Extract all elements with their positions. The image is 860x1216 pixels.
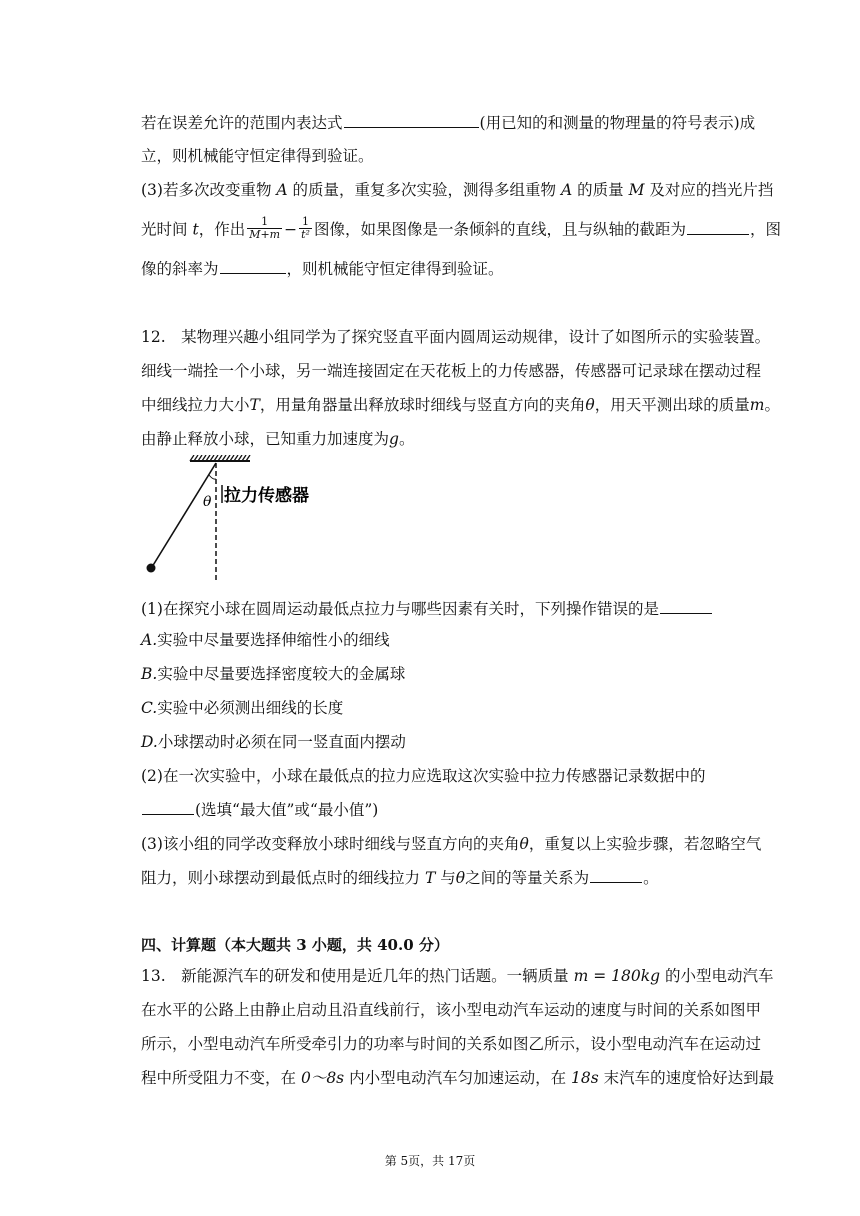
text: 中细线拉力大小 xyxy=(141,396,250,414)
ceiling-hatch xyxy=(190,455,250,461)
variable: T xyxy=(249,396,260,414)
text: 及对应的挡光片挡 xyxy=(649,181,774,199)
text: ，用天平测出球的质量 xyxy=(594,396,750,414)
text-line xyxy=(141,599,713,619)
text-line xyxy=(141,259,504,279)
variable: g xyxy=(389,430,399,448)
option-letter: B. xyxy=(141,665,158,683)
text: 实验中尽量要选择伸缩性小的细线 xyxy=(157,631,390,649)
text: 。 xyxy=(643,869,659,887)
text: 内小型电动汽车匀加速运动，在 xyxy=(349,1069,567,1087)
text: 。 xyxy=(398,430,415,448)
option-letter: C. xyxy=(141,699,158,717)
option-letter: D. xyxy=(141,733,158,751)
text-line xyxy=(141,113,755,133)
text: 在水平的公路上由静止启动且沿直线前行，该小型电动汽车运动的速度与时间的关系如图甲 xyxy=(141,1001,762,1019)
page-footer: 第 5页，共 17页 xyxy=(384,1154,476,1168)
text: 的质量，重复多次实验，测得多组重物 xyxy=(292,181,557,199)
text: ，作出 xyxy=(198,220,246,239)
variable: θ xyxy=(585,396,595,414)
text-line xyxy=(141,1034,761,1054)
text-line xyxy=(141,1000,761,1020)
variable: 18s xyxy=(571,1069,599,1087)
text: (1)在探究小球在圆周运动最低点拉力与哪些因素有关时，下列操作错误的是 xyxy=(141,600,659,618)
variable: m = 180kg xyxy=(573,967,661,985)
text: (3)该小组的同学改变释放小球时细线与竖直方向的夹角 xyxy=(141,835,520,853)
question-12-line xyxy=(141,327,770,347)
pendulum-figure xyxy=(142,455,322,585)
text-line xyxy=(141,361,761,381)
text: 立，则机械能守恒定律得到验证。 xyxy=(141,147,374,165)
variable: m xyxy=(749,396,765,414)
text: 实验中必须测出细线的长度 xyxy=(157,699,344,717)
text: 实验中尽量要选择密度较大的金属球 xyxy=(157,665,406,683)
fraction-denominator: t² xyxy=(301,228,310,241)
fraction-denominator: M+m xyxy=(249,228,281,241)
fraction-numerator: 1 xyxy=(247,216,282,229)
option-d xyxy=(141,732,406,752)
text: ，则机械能守恒定律得到验证。 xyxy=(286,260,504,278)
variable: A xyxy=(561,181,573,199)
option-b xyxy=(141,664,405,684)
text: 13. 新能源汽车的研发和使用是近几年的热门话题。一辆质量 xyxy=(141,967,569,985)
option-letter: A. xyxy=(141,631,158,649)
answer-blank xyxy=(344,113,479,128)
text: 细线一端拴一个小球，另一端连接固定在天花板上的力传感器，传感器可记录球在摆动过程 xyxy=(141,362,762,380)
fraction xyxy=(247,216,282,241)
answer-blank xyxy=(142,800,194,815)
variable: M xyxy=(628,181,645,199)
text-line xyxy=(141,180,773,200)
text: 的质量 xyxy=(577,181,624,199)
text-line xyxy=(141,766,705,786)
text: 末汽车的速度恰好达到最 xyxy=(603,1069,775,1087)
text: 12. 某物理兴趣小组同学为了探究竖直平面内圆周运动规律，设计了如图所示的实验装置。 xyxy=(141,328,771,346)
fraction xyxy=(299,216,312,241)
text: ，图 xyxy=(749,220,781,239)
variable: A xyxy=(276,181,288,199)
variable: θ xyxy=(455,869,466,887)
text: 。 xyxy=(764,396,780,414)
text: ，用量角器量出释放球时细线与竖直方向的夹角 xyxy=(259,396,586,414)
answer-blank xyxy=(660,599,712,614)
answer-blank xyxy=(220,259,286,274)
text: 程中所受阻力不变，在 xyxy=(141,1069,297,1087)
angle-arc xyxy=(209,475,216,479)
variable: θ xyxy=(519,835,529,853)
answer-blank xyxy=(687,220,749,235)
answer-blank xyxy=(590,868,642,883)
text-line xyxy=(141,215,781,243)
text: 所示，小型电动汽车所受牵引力的功率与时间的关系如图乙所示，设小型电动汽车在运动过 xyxy=(141,1035,762,1053)
text: 与 xyxy=(440,869,456,887)
fraction-numerator: 1 xyxy=(299,216,312,229)
text: (2)在一次实验中，小球在最低点的拉力应选取这次实验中拉力传感器记录数据中的 xyxy=(141,767,706,785)
text: 若在误差允许的范围内表达式 xyxy=(141,114,343,132)
text-line xyxy=(141,800,378,820)
text: 阻力，则小球摆动到最低点时的细线拉力 xyxy=(141,869,421,887)
text-line xyxy=(141,1068,774,1088)
string-line xyxy=(152,463,216,567)
text: 之间的等量关系为 xyxy=(465,869,590,887)
section-heading xyxy=(141,935,449,955)
text: (选填“最大值”或“最小值”) xyxy=(195,801,379,819)
variable: t xyxy=(192,220,199,239)
text-line xyxy=(141,395,780,415)
text: 由静止释放小球，已知重力加速度为 xyxy=(141,430,390,448)
text: ，重复以上实验步骤，若忽略空气 xyxy=(528,835,762,853)
option-a xyxy=(141,630,390,650)
question-13-line xyxy=(141,966,774,986)
text: (用已知的和测量的物理量的符号表示)成 xyxy=(479,114,756,132)
minus-sign: − xyxy=(284,220,298,239)
sensor-label: 拉力传感器 xyxy=(224,486,309,506)
text: 的小型电动汽车 xyxy=(664,967,774,985)
ball xyxy=(147,564,156,573)
variable: T xyxy=(424,869,436,887)
variable: 0～8s xyxy=(300,1069,345,1087)
text-line xyxy=(141,146,374,166)
text-line xyxy=(141,429,414,449)
text: 图像，如果图像是一条倾斜的直线，且与纵轴的截距为 xyxy=(313,220,686,239)
text: (3)若多次改变重物 xyxy=(141,181,272,199)
text-line xyxy=(141,834,761,854)
text: 小球摆动时必须在同一竖直面内摆动 xyxy=(157,733,406,751)
option-c xyxy=(141,698,343,718)
text: 四、计算题（本大题共 3 小题，共 40.0 分） xyxy=(141,936,449,954)
text: 光时间 xyxy=(141,220,188,239)
theta-label: θ xyxy=(203,494,212,510)
text-line xyxy=(141,868,659,888)
text: 像的斜率为 xyxy=(141,260,219,278)
